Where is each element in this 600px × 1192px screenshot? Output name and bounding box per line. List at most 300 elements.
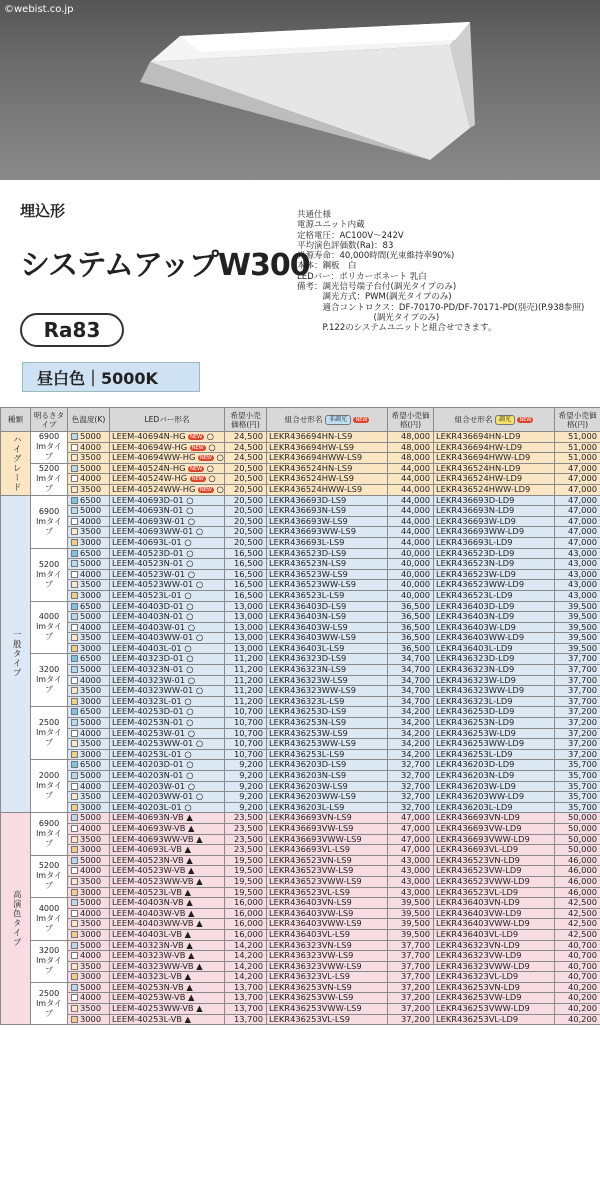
combo2-price: 51,000 [555,453,600,464]
combo1-price: 44,000 [388,484,434,495]
title-block [0,180,600,400]
temp-value: 6500 [80,653,102,664]
table-row [1,739,600,750]
brightness-cell [31,601,68,654]
recessed-light-fixture-illustration [0,0,600,180]
color-swatch [71,963,78,970]
brightness-cell [31,940,68,982]
led-price: 10,700 [225,728,267,739]
combo1-price: 37,700 [388,951,434,962]
combo2-price: 37,200 [555,707,600,718]
table-row [1,569,600,580]
temp-value: 3500 [80,685,102,696]
combo2-model: LEKR436253WW-LD9 [434,739,555,750]
brightness-line: lmタイプ [36,781,62,801]
new-badge: NEW [190,465,203,472]
led-model: LEEM-40253N-VB [112,982,184,992]
type-cell: 一般タイプ [1,495,31,813]
color-swatch [71,804,78,811]
combo1-model: LEKR436694HWW-LS9 [267,453,388,464]
availability-mark: ▲ [184,844,192,855]
led-model-cell [110,961,225,972]
color-swatch [71,846,78,853]
brightness-line: lmタイプ [36,622,62,642]
combo2-model: LEKR436694HN-LD9 [434,432,555,443]
color-swatch [71,836,78,843]
spec-table-container [0,407,600,1192]
table-row [1,845,600,856]
combo1-price: 40,000 [388,559,434,570]
availability-mark: ○ [186,770,194,780]
led-model: LEEM-40694W-HG [112,442,188,452]
table-row [1,929,600,940]
combo1-model: LEKR436203WW-LS9 [267,792,388,803]
temp-value: 4000 [80,781,102,791]
temp-cell [68,643,110,654]
temp-cell [68,982,110,993]
led-price: 11,200 [225,654,267,665]
temp-cell [68,569,110,580]
availability-mark: ○ [187,516,195,526]
led-model-cell [110,495,225,506]
combo2-price: 43,000 [555,559,600,570]
combo2-price: 42,500 [555,898,600,909]
combo2-model: LEKR436253VL-LD9 [434,1014,555,1025]
color-swatch [71,942,78,949]
combo2-model: LEKR436253D-LD9 [434,707,555,718]
temp-cell [68,845,110,856]
color-swatch [71,984,78,991]
temp-value: 4000 [80,442,102,452]
led-price: 10,700 [225,718,267,729]
led-price: 16,000 [225,929,267,940]
combo1-model: LEKR436203D-LS9 [267,760,388,771]
brightness-line: lmタイプ [36,474,62,494]
combo1-price: 44,000 [388,537,434,548]
led-model: LEEM-40523N-VB [112,855,184,865]
temp-value: 3500 [80,526,102,537]
temp-value: 3000 [80,929,102,939]
combo2-price: 50,000 [555,823,600,834]
temp-cell [68,919,110,930]
led-price: 16,500 [225,548,267,559]
availability-mark: ▲ [184,1014,192,1024]
combo1-price: 40,000 [388,569,434,580]
brightness-cell [31,463,68,495]
table-row [1,548,600,559]
led-price: 23,500 [225,813,267,824]
led-model: LEEM-40203W-01 [112,781,186,791]
color-swatch [71,475,78,482]
combo2-price: 37,700 [555,686,600,697]
led-model: LEEM-40524W-HG [112,473,188,484]
color-swatch [71,677,78,684]
combo2-price: 37,700 [555,696,600,707]
table-row [1,474,600,485]
table-row [1,612,600,623]
temp-value: 3500 [80,1003,102,1014]
combo1-price: 37,200 [388,1004,434,1015]
combo1-model: LEKR436693VWW-LS9 [267,834,388,845]
table-row [1,898,600,909]
led-model-cell [110,516,225,527]
combo1-model: LEKR436403W-LS9 [267,622,388,633]
availability-mark: ○ [186,611,194,622]
led-model-cell [110,654,225,665]
combo2-price: 40,200 [555,1014,600,1025]
temp-value: 3000 [80,537,102,547]
table-row [1,771,600,782]
led-price: 20,500 [225,474,267,485]
combo2-price: 47,000 [555,495,600,506]
combo2-model: LEKR436253VN-LD9 [434,982,555,993]
combo1-price: 43,000 [388,866,434,877]
brightness-line: lmタイプ [36,871,62,891]
temp-cell [68,823,110,834]
led-model: LEEM-40403WW-01 [112,632,194,643]
table-row [1,707,600,718]
led-model-cell [110,739,225,750]
combo1-price: 44,000 [388,506,434,517]
led-price: 9,200 [225,760,267,771]
temp-cell [68,506,110,517]
combo1-model: LEKR436253VWW-LS9 [267,1004,388,1015]
combo2-price: 47,000 [555,516,600,527]
combo1-model: LEKR436694HN-LS9 [267,432,388,443]
availability-mark: ○ [184,537,192,547]
combo1-model: LEKR436403VW-LS9 [267,908,388,919]
table-row [1,982,600,993]
combo1-price: 34,200 [388,749,434,760]
led-model-cell [110,771,225,782]
combo2-model: LEKR436523L-LD9 [434,590,555,601]
led-model: LEEM-40523WW-01 [112,579,194,590]
temp-value: 4000 [80,675,102,685]
brightness-cell [31,855,68,897]
availability-mark: ○ [186,706,194,717]
combo2-model: LEKR436693VWW-LD9 [434,834,555,845]
temp-value: 3500 [80,918,102,929]
brightness-cell [31,898,68,940]
availability-mark: ○ [184,643,192,653]
temp-cell [68,940,110,951]
led-model: LEEM-40403W-01 [112,622,186,632]
led-model: LEEM-40403L-01 [112,643,182,653]
led-model-cell [110,696,225,707]
color-swatch [71,994,78,1001]
led-model: LEEM-40323W-01 [112,675,186,685]
brightness-line: 3200 [38,946,60,956]
led-model: LEEM-40693WW-VB [112,834,194,844]
combo1-model: LEKR436203N-LS9 [267,771,388,782]
temp-cell [68,1014,110,1025]
led-price: 9,200 [225,781,267,792]
led-price: 9,200 [225,771,267,782]
temp-value: 3500 [80,579,102,590]
temp-cell [68,442,110,453]
combo2-price: 50,000 [555,834,600,845]
led-model-cell [110,940,225,951]
combo1-price: 47,000 [388,834,434,845]
led-price: 13,000 [225,633,267,644]
combo1-model: LEKR436323N-LS9 [267,665,388,676]
combo1-model: LEKR436523VL-LS9 [267,887,388,898]
led-price: 24,500 [225,442,267,453]
availability-mark: ○ [186,495,194,505]
availability-mark: ○ [184,696,192,706]
led-price: 14,200 [225,972,267,983]
color-swatch [71,433,78,440]
combo1-price: 36,500 [388,622,434,633]
availability-mark: ○ [186,717,194,728]
temp-cell [68,622,110,633]
product-photo [0,0,600,180]
table-row [1,749,600,760]
temp-value: 4000 [80,728,102,738]
temp-cell [68,993,110,1004]
led-model-cell [110,665,225,676]
combo1-model: LEKR436323WW-LS9 [267,686,388,697]
color-swatch [71,560,78,567]
combo1-price: 48,000 [388,432,434,443]
temp-value: 3000 [80,749,102,759]
combo2-price: 50,000 [555,813,600,824]
combo2-model: LEKR436693VL-LD9 [434,845,555,856]
led-price: 9,200 [225,792,267,803]
availability-mark: ▲ [188,823,195,833]
combo1-model: LEKR436523W-LS9 [267,569,388,580]
availability-mark: ○ [186,759,194,770]
combo2-model: LEKR436524HWW-LD9 [434,484,555,495]
temp-value: 5000 [80,611,102,622]
brightness-line: 3200 [38,665,60,675]
temp-value: 3500 [80,876,102,886]
combo1-model: LEKR436323D-LS9 [267,654,388,665]
led-model-cell [110,845,225,856]
combo2-model: LEKR436403VWW-LD9 [434,919,555,930]
temp-value: 3500 [80,738,102,749]
led-model: LEEM-40323W-VB [112,950,186,961]
combo2-price: 42,500 [555,919,600,930]
combo1-price: 40,000 [388,548,434,559]
new-badge: NEW [200,455,212,462]
combo1-model: LEKR436523N-LS9 [267,559,388,570]
combo2-model: LEKR436694HW-LD9 [434,442,555,453]
combo2-price: 35,700 [555,781,600,792]
brightness-cell [31,707,68,760]
table-row [1,760,600,771]
led-model: LEEM-40403W-VB [112,908,186,918]
availability-mark: ○ [184,590,192,600]
temp-value: 5000 [80,855,102,865]
temp-cell [68,771,110,782]
availability-mark: ○ [184,802,192,812]
header-temp: 色温度(K) [68,408,110,432]
combo2-model: LEKR436323VW-LD9 [434,951,555,962]
combo1-price: 37,700 [388,972,434,983]
temp-value: 3000 [80,1014,102,1024]
combo1-model: LEKR436253L-LS9 [267,749,388,760]
led-model: LEEM-40203N-01 [112,770,184,780]
availability-mark: ▲ [188,992,195,1003]
led-model: LEEM-40323WW-01 [112,685,194,696]
combo2-price: 35,700 [555,792,600,803]
watermark: ©webist.co.jp [4,4,74,15]
temp-cell [68,887,110,898]
brightness-line: 2500 [38,718,60,728]
combo2-price: 40,700 [555,951,600,962]
availability-mark: ○ [216,484,224,494]
brightness-line: 4000 [38,903,60,913]
color-swatch [71,889,78,896]
led-price: 14,200 [225,961,267,972]
combo1-price: 36,500 [388,601,434,612]
led-price: 11,200 [225,686,267,697]
temp-value: 4000 [80,992,102,1003]
header-combo2 [434,408,555,432]
availability-mark: ○ [186,653,194,664]
combo2-model: LEKR436403D-LD9 [434,601,555,612]
combo2-model: LEKR436403N-LD9 [434,612,555,623]
led-model-cell [110,527,225,538]
combo2-price: 40,700 [555,972,600,983]
temp-cell [68,686,110,697]
combo1-model: LEKR436203L-LS9 [267,802,388,813]
led-model-cell [110,908,225,919]
temp-cell [68,972,110,983]
table-row [1,802,600,813]
brightness-line: 2500 [38,988,60,998]
brightness-cell [31,548,68,601]
header-combo2-label: 組合せ形名 [454,414,493,424]
combo2-price: 43,000 [555,548,600,559]
table-row [1,506,600,517]
temp-value: 4000 [80,473,102,484]
availability-mark: ▲ [186,940,193,950]
availability-mark: ○ [186,664,194,675]
led-model-cell [110,675,225,686]
led-model-cell [110,898,225,909]
combo2-price: 46,000 [555,866,600,877]
led-model-cell [110,993,225,1004]
combo2-price: 35,700 [555,771,600,782]
combo1-price: 44,000 [388,527,434,538]
combo2-model: LEKR436323W-LD9 [434,675,555,686]
temp-value: 3000 [80,643,102,653]
led-model-cell [110,484,225,495]
temp-value: 6500 [80,548,102,558]
color-swatch [71,550,78,557]
temp-value: 3500 [80,452,102,463]
combo2-price: 50,000 [555,845,600,856]
temp-value: 5000 [80,982,102,992]
table-row [1,590,600,601]
temp-cell [68,665,110,676]
brightness-cell [31,495,68,548]
brightness-line: 4000 [38,612,60,622]
combo1-model: LEKR436693N-LS9 [267,506,388,517]
temp-value: 3500 [80,632,102,643]
non-dimming-badge: 非調光 [325,415,351,425]
led-price: 20,500 [225,537,267,548]
spec-line: 平均演色評価数(Ra)：83 [297,240,394,251]
temp-cell [68,728,110,739]
availability-mark: ○ [195,685,204,696]
combo1-price: 39,500 [388,929,434,940]
led-model-cell [110,813,225,824]
led-model-cell [110,972,225,983]
color-swatch [71,507,78,514]
combo2-price: 43,000 [555,580,600,591]
header-brightness: 明るさタイプ [31,408,68,432]
combo2-price: 47,000 [555,474,600,485]
combo1-price: 39,500 [388,919,434,930]
color-swatch [71,624,78,631]
availability-mark: ▲ [184,971,192,982]
led-price: 16,000 [225,919,267,930]
led-model-cell [110,463,225,474]
combo1-price: 48,000 [388,453,434,464]
led-model: LEEM-40323D-01 [112,653,184,664]
led-model: LEEM-40693WW-01 [112,526,194,537]
table-row [1,696,600,707]
temp-cell [68,1004,110,1015]
availability-mark: ▲ [196,918,203,929]
led-price: 24,500 [225,453,267,464]
led-price: 11,200 [225,696,267,707]
led-model: LEEM-40693N-01 [112,505,184,516]
temp-value: 5000 [80,505,102,516]
temp-cell [68,866,110,877]
color-swatch [71,655,78,662]
availability-mark: ▲ [186,855,193,865]
combo2-price: 42,500 [555,908,600,919]
combo1-model: LEKR436523D-LS9 [267,548,388,559]
led-price: 11,200 [225,665,267,676]
combo2-model: LEKR436523D-LD9 [434,548,555,559]
combo1-model: LEKR436323W-LS9 [267,675,388,686]
spec-line: 適合コントロクス：DF-70170-PD/DF-70171-PD(別売)(P.938参照) [297,302,585,313]
combo1-price: 44,000 [388,516,434,527]
combo1-model: LEKR436323VW-LS9 [267,951,388,962]
temp-cell [68,612,110,623]
led-model-cell [110,590,225,601]
temp-value: 3500 [80,791,102,802]
temp-value: 5000 [80,664,102,675]
led-model-cell [110,474,225,485]
table-row [1,686,600,697]
color-swatch [71,931,78,938]
led-model-cell [110,548,225,559]
combo2-price: 39,500 [555,643,600,654]
temp-cell [68,463,110,474]
combo1-model: LEKR436523VW-LS9 [267,866,388,877]
combo2-price: 40,200 [555,993,600,1004]
combo1-price: 34,200 [388,739,434,750]
availability-mark: ○ [187,728,195,738]
spec-list [297,210,584,334]
availability-mark: ○ [186,548,194,558]
combo1-price: 39,500 [388,898,434,909]
table-row [1,866,600,877]
color-swatch [71,518,78,525]
combo2-price: 43,000 [555,569,600,580]
header-led: LEDバー形名 [110,408,225,432]
temp-cell [68,453,110,464]
led-model: LEEM-40323WW-VB [112,961,194,971]
availability-mark: ▲ [186,812,193,823]
color-swatch [71,603,78,610]
